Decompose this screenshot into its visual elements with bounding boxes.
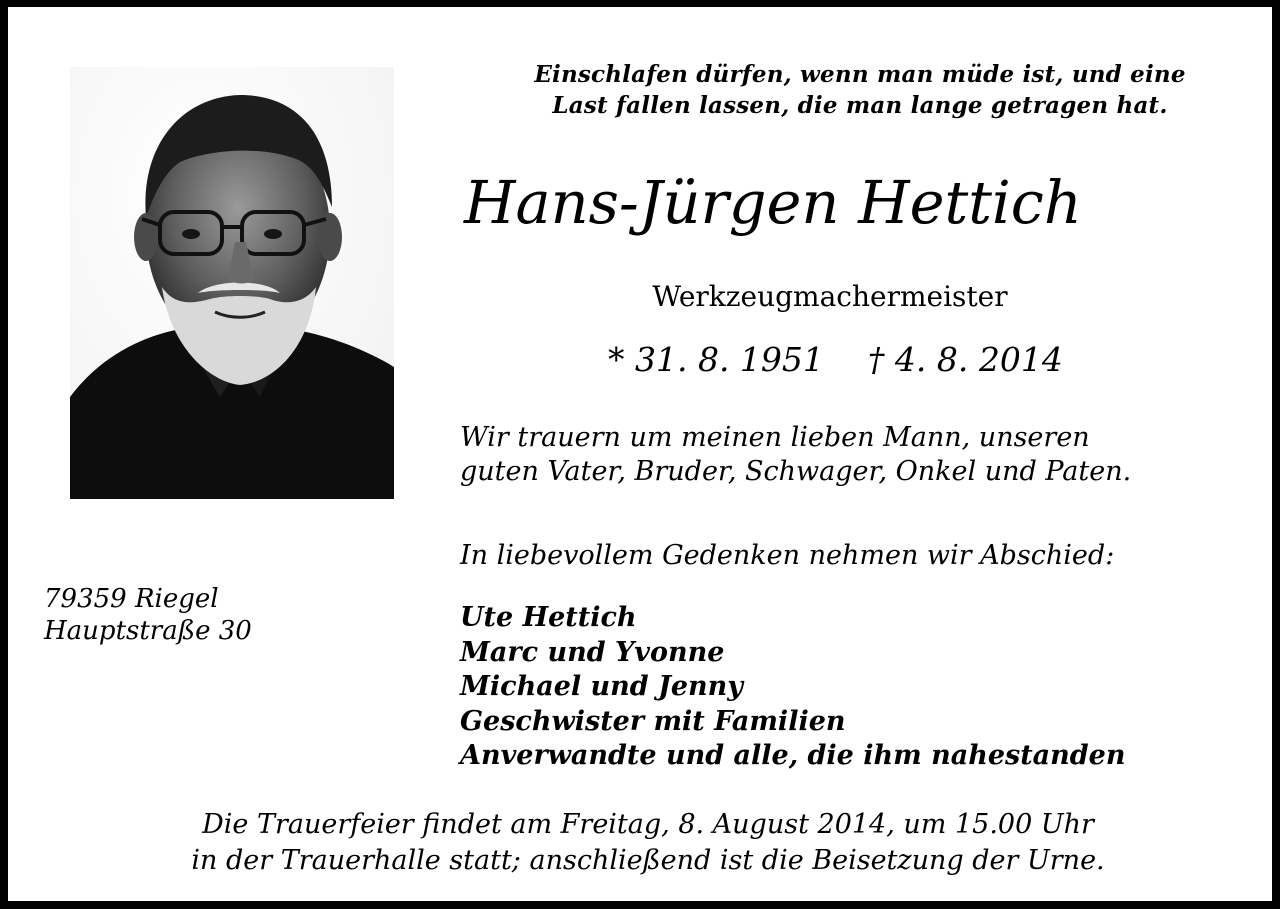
motto-line: Last fallen lassen, die man lange getragen hat.	[552, 92, 1168, 119]
death-date: † 4. 8. 2014	[867, 340, 1063, 379]
mourner-item: Ute Hettich	[460, 602, 637, 633]
mourner-item: Marc und Yvonne	[460, 636, 725, 668]
portrait-photo	[70, 67, 394, 499]
address-block	[44, 583, 252, 647]
ceremony-info	[48, 807, 1248, 879]
mourner-item: Geschwister mit Familien	[460, 705, 846, 737]
mourners-list	[460, 601, 1280, 774]
motto-quote	[460, 59, 1260, 121]
address-street: Hauptstraße 30	[44, 616, 252, 646]
mourner-item: Anverwandte und alle, die ihm nahestanden	[460, 740, 1126, 771]
mourning-line: Wir trauern um meinen lieben Mann, unseren	[460, 422, 1090, 453]
ceremony-line: in der Trauerhalle statt; anschließend ist die Beisetzung der Urne.	[191, 845, 1105, 876]
mourning-text	[460, 421, 1260, 489]
deceased-name: Hans-Jürgen Hettich	[464, 168, 1082, 237]
life-dates	[608, 339, 1063, 381]
deceased-profession: Werkzeugmachermeister	[652, 280, 1008, 313]
motto-line: Einschlafen dürfen, wenn man müde ist, und eine	[534, 61, 1186, 88]
mourning-line: guten Vater, Bruder, Schwager, Onkel und Paten.	[460, 456, 1132, 487]
mourner-item: Michael und Jenny	[460, 671, 743, 702]
ceremony-line: Die Trauerfeier findet am Freitag, 8. August 2014, um 15.00 Uhr	[202, 809, 1094, 840]
farewell-text: In liebevollem Gedenken nehmen wir Abschied:	[460, 540, 1115, 571]
birth-date: * 31. 8. 1951	[608, 340, 824, 379]
address-city: 79359 Riegel	[44, 584, 219, 614]
